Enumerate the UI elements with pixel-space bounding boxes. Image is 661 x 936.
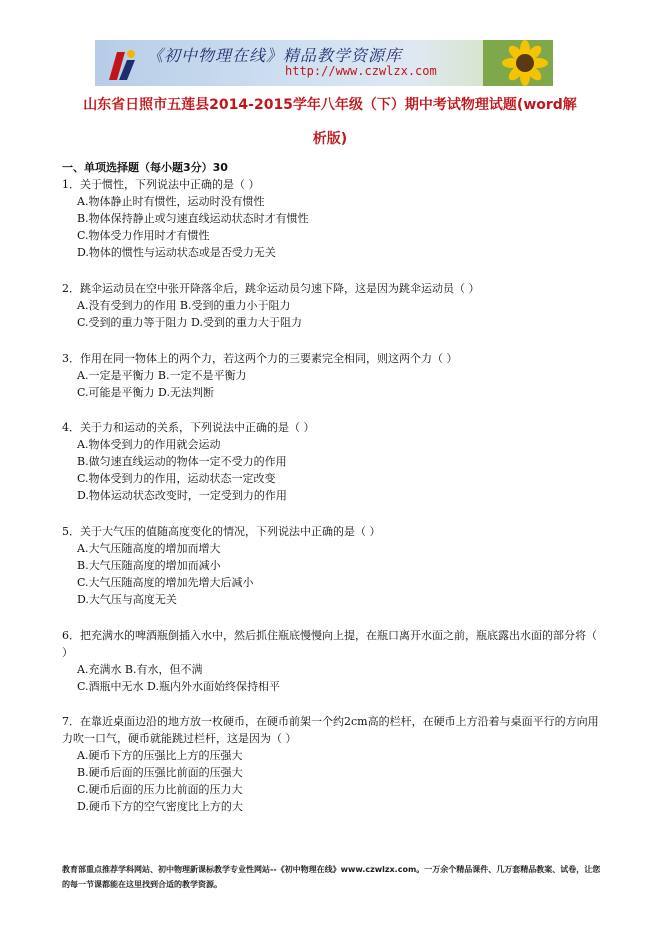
question-stem: 4．关于力和运动的关系，下列说法中正确的是（ ）: [62, 421, 315, 434]
option-d: D.硬币下方的空气密度比上方的大: [77, 800, 243, 813]
question-6: [62, 627, 602, 695]
question-stem: 2．跳伞运动员在空中张开降落伞后，跳伞运动员匀速下降，这是因为跳伞运动员（ ）: [62, 282, 480, 295]
option-b: B.硬币后面的压强比前面的压强大: [77, 766, 243, 779]
option-ab: A.一定是平衡力 B.一定不是平衡力: [77, 369, 247, 382]
site-logo-icon: [103, 46, 139, 82]
question-4: [62, 419, 602, 504]
option-b: B.物体保持静止或匀速直线运动状态时才有惯性: [77, 212, 309, 225]
banner-title: 《初中物理在线》精品教学资源库: [147, 46, 403, 65]
option-b: B.大气压随高度的增加而减小: [77, 559, 221, 572]
banner-url-link[interactable]: http://www.czwlzx.com: [285, 64, 437, 78]
option-c: C.硬币后面的压力比前面的压力大: [77, 783, 243, 796]
option-ab: A.充满水 B.有水，但不满: [77, 663, 203, 676]
question-stem: 7．在靠近桌面边沿的地方放一枚硬币，在硬币前架一个约2cm高的栏杆，在硬币上方沿着与桌面平行的方向用力吹一口气，硬币就能跳过栏杆，这是因为（ ）: [62, 715, 599, 745]
option-c: C.大气压随高度的增加先增大后减小: [77, 576, 254, 589]
question-stem: 6．把充满水的啤酒瓶倒插入水中，然后抓住瓶底慢慢向上提，在瓶口离开水面之前，瓶底露出水面的部分将（ ）: [62, 629, 597, 659]
question-stem: 1．关于惯性，下列说法中正确的是（ ）: [62, 178, 260, 191]
question-5: [62, 523, 602, 608]
document-title-line-1: 山东省日照市五莲县2014-2015学年八年级（下）期中考试物理试题(word解: [83, 97, 577, 113]
option-a: A.大气压随高度的增加而增大: [77, 542, 221, 555]
option-a: A.物体静止时有惯性，运动时没有惯性: [77, 195, 265, 208]
option-cd: C.酒瓶中无水 D.瓶内外水面始终保持相平: [77, 680, 280, 693]
option-a: A.物体受到力的作用就会运动: [77, 438, 221, 451]
document-title-line-2: 析版): [312, 131, 348, 147]
option-ab: A.没有受到力的作用 B.受到的重力小于阻力: [77, 299, 291, 312]
question-stem: 3．作用在同一物体上的两个力，若这两个力的三要素完全相同，则这两个力（ ）: [62, 352, 458, 365]
option-cd: C.受到的重力等于阻力 D.受到的重力大于阻力: [77, 316, 302, 329]
question-7: [62, 713, 602, 815]
option-d: D.物体运动状态改变时，一定受到力的作用: [77, 489, 287, 502]
question-1: [62, 176, 602, 261]
option-b: B.做匀速直线运动的物体一定不受力的作用: [77, 455, 287, 468]
question-stem: 5．关于大气压的值随高度变化的情况，下列说法中正确的是（ ）: [62, 525, 381, 538]
option-c: C.物体受到力的作用，运动状态一定改变: [77, 472, 276, 485]
option-cd: C.可能是平衡力 D.无法判断: [77, 386, 214, 399]
question-2: [62, 280, 602, 331]
option-c: C.物体受力作用时才有惯性: [77, 229, 210, 242]
option-d: D.物体的惯性与运动状态或是否受力无关: [77, 246, 276, 259]
site-banner: [95, 40, 553, 86]
question-3: [62, 350, 602, 401]
section-heading: 一、单项选择题（每小题3分）30: [62, 161, 228, 174]
option-d: D.大气压与高度无关: [77, 593, 177, 606]
sunflower-image: [483, 40, 553, 86]
option-a: A.硬币下方的压强比上方的压强大: [77, 749, 243, 762]
page-footer: 教育部重点推荐学科网站、初中物理新课标教学专业性网站--《初中物理在线》www.czwlzx.com。一万余个精品课件、几万套精品教案、试卷，让您的每一节课都能在这里找到合适的教学资源。: [62, 865, 601, 889]
